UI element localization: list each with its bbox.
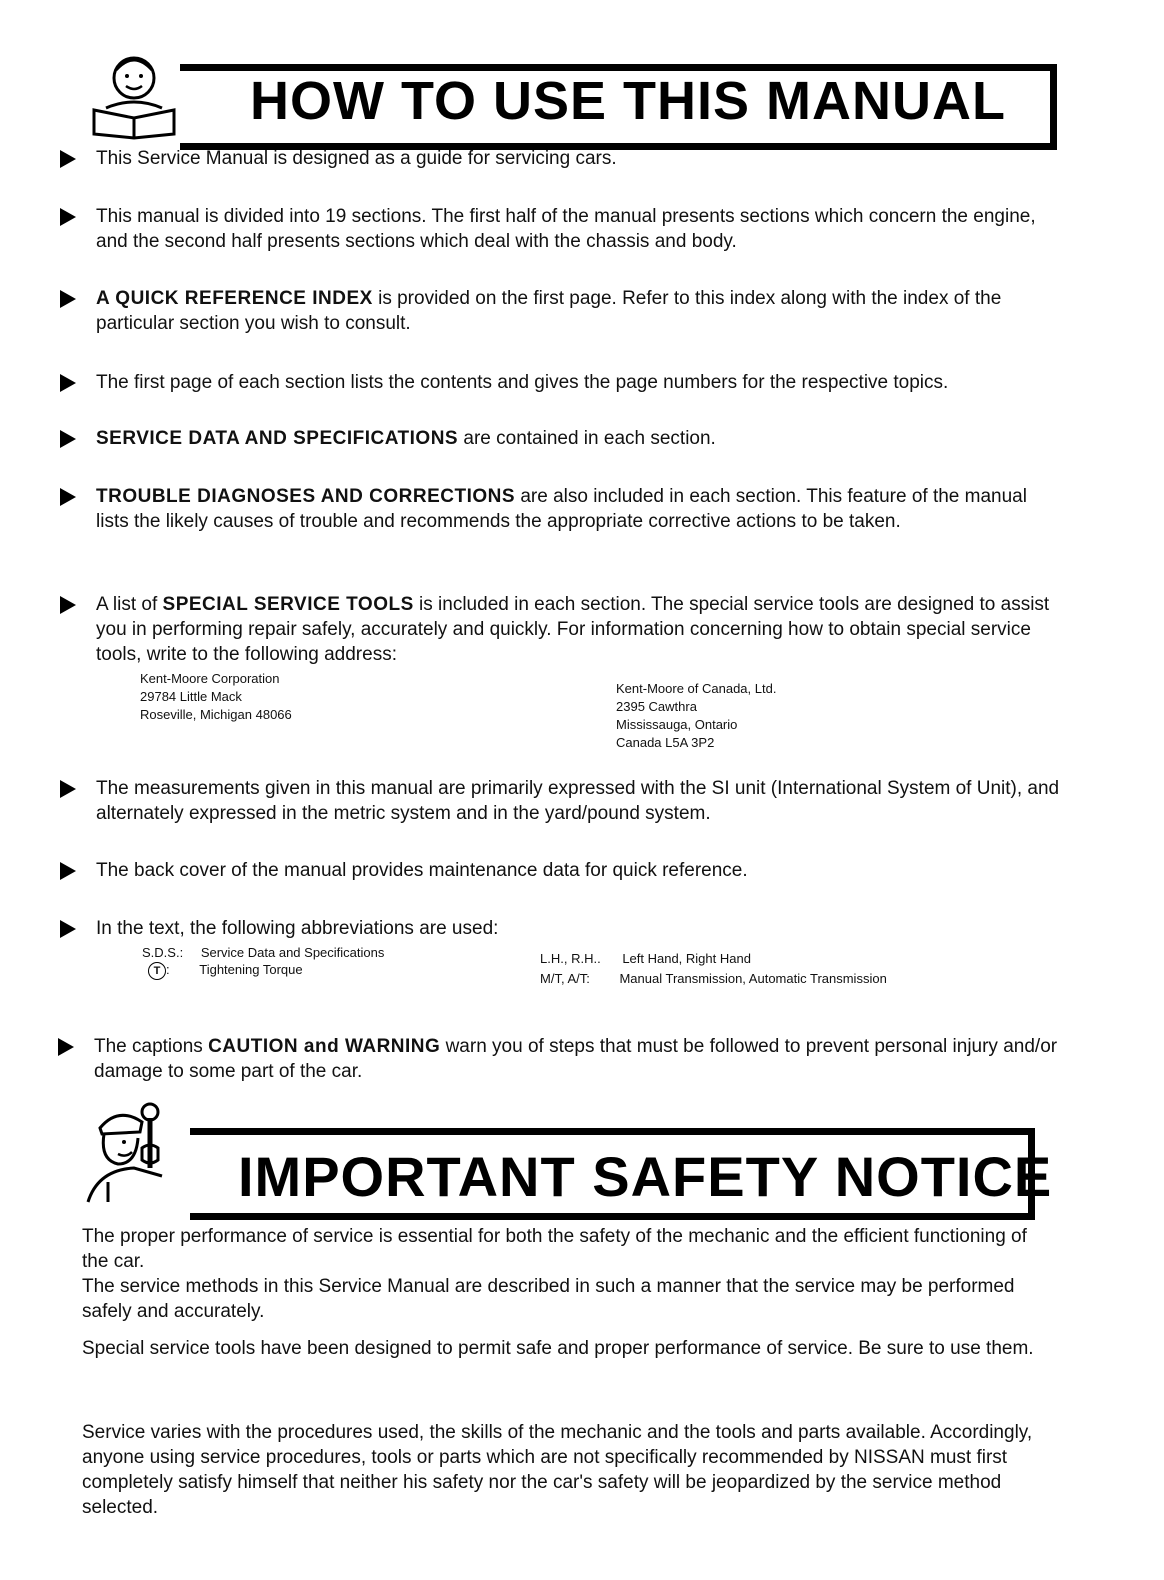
abbreviation-sds: S.D.S.: Service Data and Specifications [142,945,385,960]
reading-man-icon [86,48,186,140]
page-title: HOW TO USE THIS MANUAL [250,71,1006,131]
list-item: TROUBLE DIAGNOSES AND CORRECTIONS are also included in each section. This feature of the manual lists the likely causes of trouble and recommends the appropriate corrective actions to be taken. [60,484,1060,534]
bullet-arrow-icon [60,488,76,506]
mechanic-with-wrench-icon [78,1098,196,1208]
list-item: A list of SPECIAL SERVICE TOOLS is included in each section. The special service tools are designed to assist you in performing repair safely, accurately and quickly. For information concerning how to obtain special service tools, write to the following address: [60,592,1060,667]
address-us: Kent-Moore Corporation 29784 Little Mack Roseville, Michigan 48066 [140,671,292,722]
safety-paragraph: The service methods in this Service Manual are described in such a manner that the service may be performed safely and accurately. [82,1276,1015,1322]
service-data-label: SERVICE DATA AND SPECIFICATIONS [96,428,459,449]
bullet-arrow-icon [60,596,76,614]
list-item: In the text, the following abbreviations are used: [60,916,1060,941]
trouble-diagnoses-label: TROUBLE DIAGNOSES AND CORRECTIONS [96,486,516,507]
bullet-arrow-icon [60,920,76,938]
bullet-arrow-icon [60,862,76,880]
list-item: The back cover of the manual provides maintenance data for quick reference. [60,858,1060,883]
bullet-arrow-icon [60,430,76,448]
bullet-arrow-icon [58,1038,74,1056]
bullet-arrow-icon [60,374,76,392]
tightening-torque-icon: T [148,962,166,980]
bullet-arrow-icon [60,208,76,226]
abbreviation-mtat: M/T, A/T: Manual Transmission, Automatic Transmission [540,971,887,986]
bullet-arrow-icon [60,290,76,308]
list-item: This Service Manual is designed as a guide for servicing cars. [60,146,1060,171]
list-item: The measurements given in this manual are primarily expressed with the SI unit (International System of Unit), and alternately expressed in the metric system and in the yard/pound system. [60,776,1060,826]
caution-warning-label: CAUTION and WARNING [208,1036,441,1057]
safety-paragraph: The proper performance of service is essential for both the safety of the mechanic and the efficient functioning of the car. [82,1226,1027,1272]
safety-paragraph: Service varies with the procedures used, the skills of the mechanic and the tools and parts available. Accordingly, anyone using service procedures, tools or parts which are not specifically recommended by NISSAN must first completely satisfy himself that neither his safety nor the car's safety will be jeopardized by the service method selected. [82,1422,1033,1518]
address-canada: Kent-Moore of Canada, Ltd. 2395 Cawthra Mississauga, Ontario Canada L5A 3P2 [616,681,777,750]
safety-paragraph: Special service tools have been designed to permit safe and proper performance of service. Be sure to use them. [82,1338,1034,1359]
bullet-arrow-icon [60,780,76,798]
list-item: SERVICE DATA AND SPECIFICATIONS are contained in each section. [60,426,1060,451]
bullet-arrow-icon [60,150,76,168]
list-item: This manual is divided into 19 sections. The first half of the manual presents sections which concern the engine, and the second half presents sections which deal with the chassis and body. [60,204,1060,254]
list-item: The captions CAUTION and WARNING warn you of steps that must be followed to prevent personal injury and/or damage to some part of the car. [58,1034,1058,1084]
quick-reference-index-label: A QUICK REFERENCE INDEX [96,288,373,309]
list-item: The first page of each section lists the contents and gives the page numbers for the respective topics. [60,370,1060,395]
safety-notice-title: IMPORTANT SAFETY NOTICE [238,1145,1053,1208]
list-item: A QUICK REFERENCE INDEX is provided on the first page. Refer to this index along with the index of the particular section you wish to consult. [60,286,1060,336]
abbreviation-lhrh: L.H., R.H.. Left Hand, Right Hand [540,951,751,966]
abbreviation-torque: T : Tightening Torque [148,961,303,980]
special-service-tools-label: SPECIAL SERVICE TOOLS [162,594,414,615]
